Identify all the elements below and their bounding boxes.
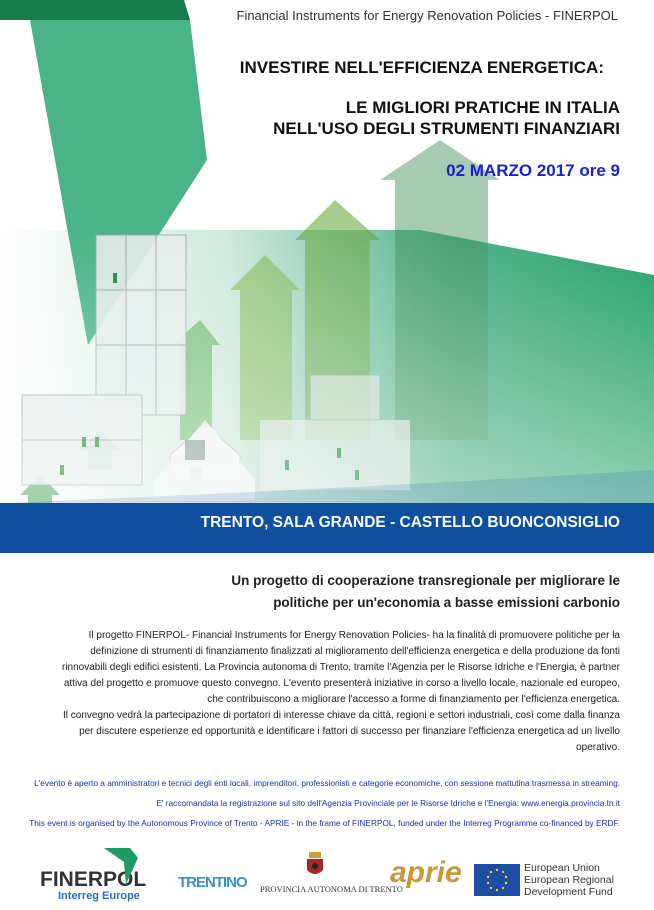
subtitle-line-1: Un progetto di cooperazione transregionale per migliorare le [231,573,620,588]
eu-flag-icon [474,864,520,896]
note-audience: L'evento è aperto a amministratori e tecnici degli enti locali, imprenditori, professionisti e categorie economiche, con sessione mattutina trasmessa in streaming. [34,778,620,788]
event-venue: TRENTO, SALA GRANDE - CASTELLO BUONCONSIGLIO [200,514,620,531]
logos-row [0,848,654,908]
body-paragraph-2: Il convegno vedrà la partecipazione di portatori di interesse chiave da città, regioni e settori industriali, così come dalla finanza per discutere esperienze ed opportunità e identificare i fattori di successo per finanziare l'efficienza energetica ad un livello operativo. [63,710,620,753]
eu-line-2: European Regional [524,874,614,886]
event-date: 02 MARZO 2017 ore 9 [446,161,620,180]
body-paragraph-1: Il progetto FINERPOL- Financial Instruments for Energy Renovation Policies- ha la finalità di promuovere politiche per la definizione di strumenti di finanziamento finalizzati al miglioramento dell'efficienza energetica e della produzione da fonti rinnovabili degli edifici esistenti. La Provincia autonoma di Trento, tramite l'Agenzia per le Risorse Idriche e l'Energia, è partner attiva del progetto e promuove questo convegno. L'evento presenterà iniziative in corso a livello locale, nazionale ed europeo, che contribuiscono a migliorare l'accesso a forme di finanziamento per l'efficienza energetica. [62,630,620,705]
note-organiser: This event is organised by the Autonomous Province of Trento - APRIE - in the frame of FINERPOL, funded under the Interreg Programme co-financed by ERDF. [29,818,620,828]
title-line-3: NELL'USO DEGLI STRUMENTI FINANZIARI [273,119,620,138]
finerpol-arrow-icon [104,848,138,884]
provincia-coat-of-arms-icon [306,852,324,878]
aprie-logo: aprie [390,856,462,889]
interreg-logo-text: Interreg Europe [58,890,140,902]
subtitle-line-2: politiche per un'economia a basse emissioni carbonio [273,595,620,610]
eu-line-1: European Union [524,862,600,874]
trentino-logo: TRENTINO [178,874,247,891]
eu-line-3: Development Fund [524,886,613,898]
provincia-logo-text: PROVINCIA AUTONOMA DI TRENTO [260,884,403,894]
finerpol-logo-text: FINERPOL [40,868,147,891]
eu-logo-text [524,862,614,898]
title-line-2: LE MIGLIORI PRATICHE IN ITALIA [345,98,620,117]
project-line: Financial Instruments for Energy Renovation Policies - FINERPOL [236,8,618,23]
registration-text[interactable]: E' raccomandata la registrazione sul sito dell'Agenzia Provinciale per le Risorse Idriche e l'Energia: www.energia.provincia.tn.it [156,798,620,808]
title-line-1: INVESTIRE NELL'EFFICIENZA ENERGETICA: [239,58,604,77]
note-registration [156,798,620,808]
